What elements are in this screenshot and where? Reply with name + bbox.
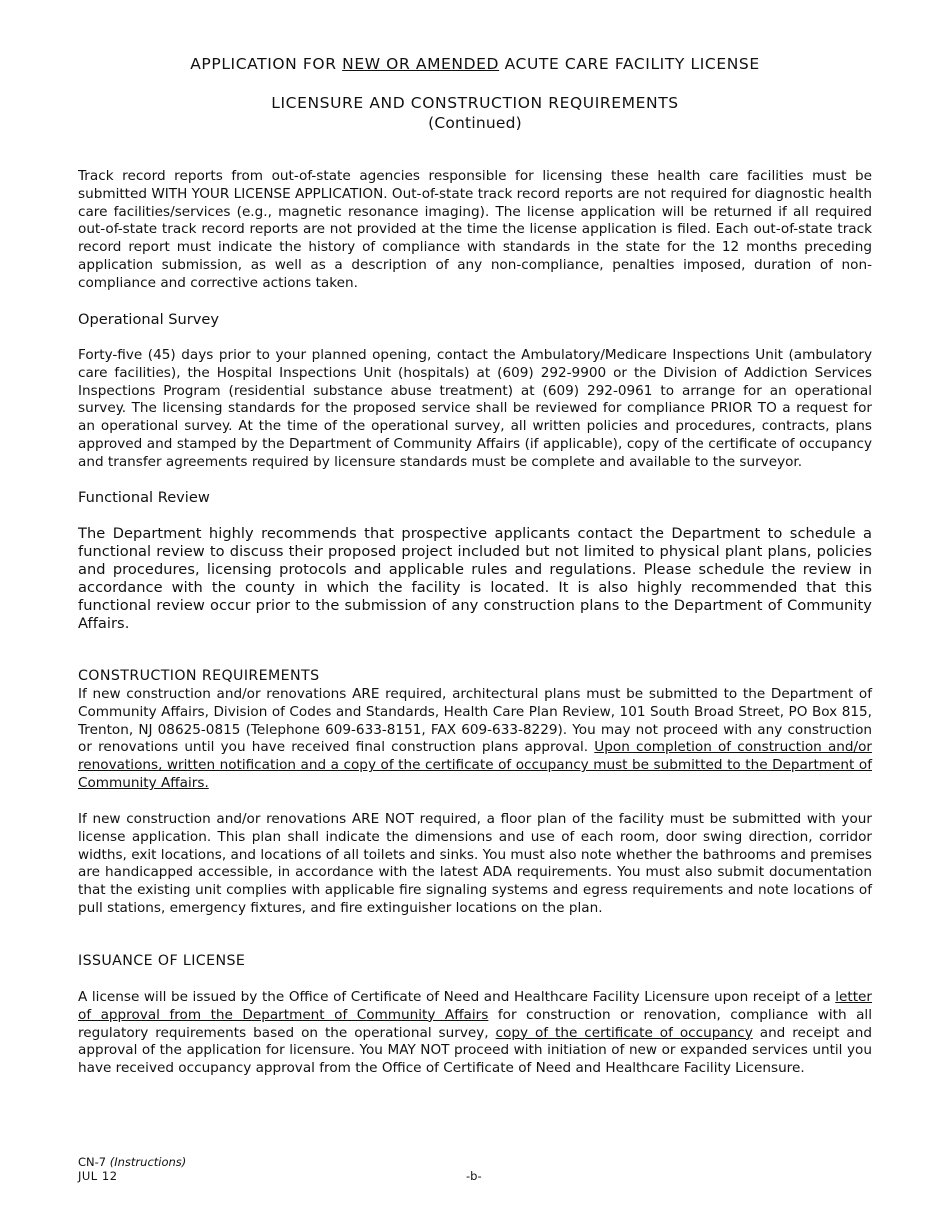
construction-paragraph-1 [78, 686, 872, 793]
continued-label: (Continued) [428, 114, 522, 132]
title-underlined: NEW OR AMENDED [342, 55, 500, 73]
operational-survey-heading: Operational Survey [78, 311, 220, 328]
issuance-paragraph [78, 989, 872, 1078]
issuance-heading: ISSUANCE OF LICENSE [78, 953, 246, 969]
title-suffix: ACUTE CARE FACILITY LICENSE [499, 55, 760, 73]
construction-p1-text: If new construction and/or renovations ARE required, architectural plans must be submitted to the Department of Community Affairs, Division of Codes and Standards, Health Care Plan Review, 101 South Broad Street, PO Box 815, Trenton, NJ 08625-0815 (Telephone 609-633-8151, FAX 609-633-8229). You may not proceed with any construction or renovations until you have received final construction plans approval. [78, 686, 872, 756]
functional-review-paragraph: The Department highly recommends that prospective applicants contact the Department to schedule a functional review to discuss their proposed project included but not limited to physical plant plans, policies and procedures, licensing protocols and applicable rules and regulations. Please schedule the review in accordance with the county in which the facility is located. It is also highly recommended that this functional review occur prior to the submission of any construction plans to the Department of Community Affairs. [78, 525, 872, 632]
issuance-underlined-1: letter of approval from the Department of Community Affairs [78, 989, 872, 1023]
construction-heading: CONSTRUCTION REQUIREMENTS [78, 668, 320, 684]
document-title [78, 55, 872, 73]
footer-form-id [78, 1155, 186, 1169]
title-prefix: APPLICATION FOR [190, 55, 343, 73]
footer-date: JUL 12 [78, 1169, 118, 1183]
footer-form-code: CN-7 [78, 1155, 110, 1169]
track-record-paragraph: Track record reports from out-of-state agencies responsible for licensing these health care facilities must be submitted WITH YOUR LICENSE APPLICATION. Out-of-state track record reports are not required for diagnostic health care facilities/services (e.g., magnetic resonance imaging). The license application will be returned if all required out-of-state track record reports are not provided at the time the license application is filed. Each out-of-state track record report must indicate the history of compliance with standards in the state for the 12 months preceding application submission, as well as a description of any non-compliance, penalties imposed, duration of non-compliance and corrective actions taken. [78, 168, 872, 291]
issuance-text-1: A license will be issued by the Office of Certificate of Need and Healthcare Facility Licensure upon receipt of a [78, 989, 836, 1005]
footer-page-number: -b- [466, 1169, 482, 1183]
construction-p1-underlined: Upon completion of construction and/or renovations, written notification and a copy of the certificate of occupancy must be submitted to the Department of Community Affairs. [78, 739, 872, 791]
issuance-text-3: and receipt and approval of the application for licensure. You MAY NOT proceed with initiation of new or expanded services until you have received occupancy approval from the Office of Certificate of Need and Healthcare Facility Licensure. [78, 1024, 872, 1077]
issuance-text-2: for construction or renovation, compliance with all regulatory requirements based on the operational survey, [78, 1006, 872, 1041]
document-subtitle: LICENSURE AND CONSTRUCTION REQUIREMENTS [271, 94, 679, 112]
issuance-underlined-2: copy of the certificate of occupancy [495, 1024, 753, 1041]
functional-review-heading: Functional Review [78, 489, 210, 506]
footer-form-note: (Instructions) [109, 1155, 187, 1169]
construction-paragraph-2: If new construction and/or renovations ARE NOT required, a floor plan of the facility must be submitted with your license application. This plan shall indicate the dimensions and use of each room, door swing direction, corridor widths, exit locations, and locations of all toilets and sinks. You must also note whether the bathrooms and premises are handicapped accessible, in accordance with the latest ADA requirements. You must also submit documentation that the existing unit complies with applicable fire signaling systems and egress requirements and note locations of pull stations, emergency fixtures, and fire extinguisher locations on the plan. [78, 811, 872, 916]
operational-survey-paragraph: Forty-five (45) days prior to your planned opening, contact the Ambulatory/Medicare Inspections Unit (ambulatory care facilities), the Hospital Inspections Unit (hospitals) at (609) 292-9900 or the Division of Addiction Services Inspections Program (residential substance abuse treatment) at (609) 292-0961 to arrange for an operational survey. The licensing standards for the proposed service shall be reviewed for compliance PRIOR TO a request for an operational survey. At the time of the operational survey, all written policies and procedures, contracts, plans approved and stamped by the Department of Community Affairs (if applicable), copy of the certificate of occupancy and transfer agreements required by licensure standards must be complete and available to the surveyor. [78, 347, 872, 470]
